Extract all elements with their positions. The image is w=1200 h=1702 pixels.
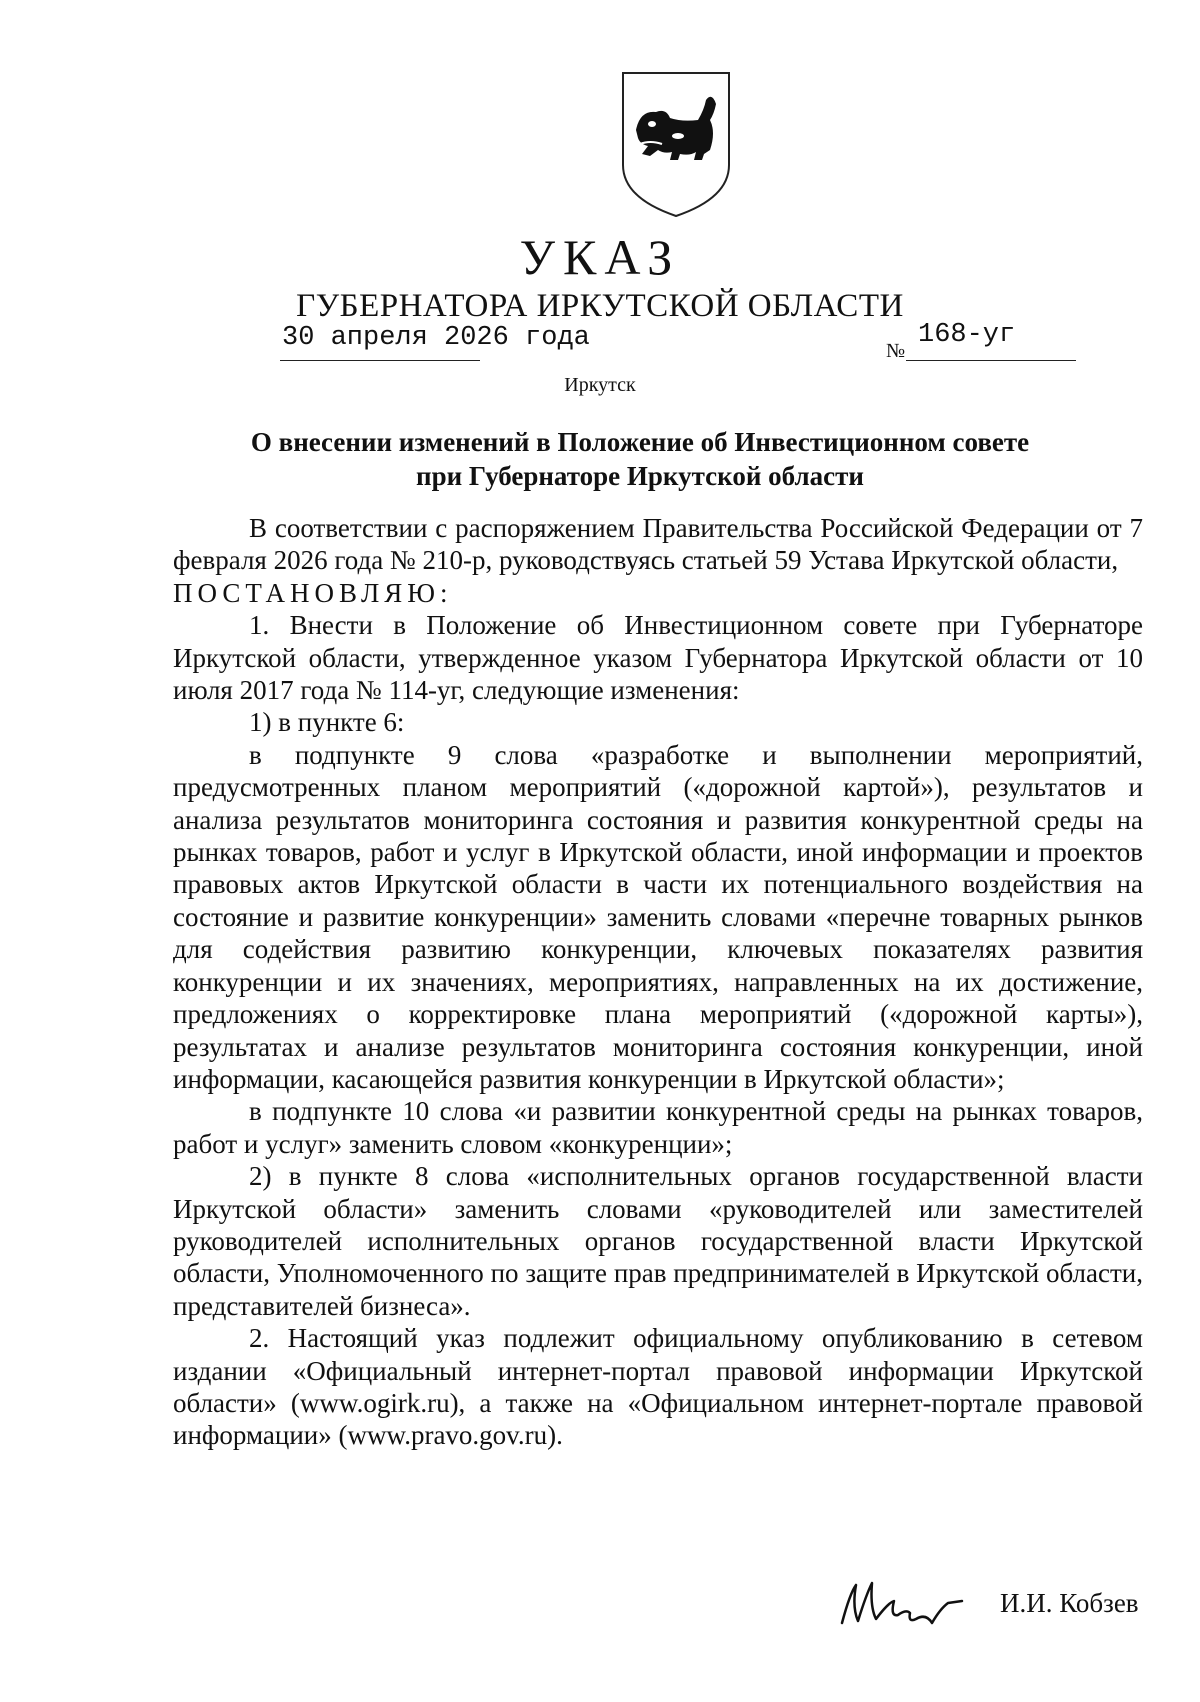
document-subtitle: ГУБЕРНАТОРА ИРКУТСКОЙ ОБЛАСТИ [296,288,904,324]
paragraph: в подпункте 9 слова «разработке и выполнении мероприятий, предусмотренных планом мероприятий («дорожной картой»), результатов и анализа результатов мониторинга состояния и развития конкурентной среды на рынках товаров, работ и услуг в Иркутской области, иной информации и проектов правовых актов Иркутской области в части их потенциального воздействия на состояние и развитие конкуренции» заменить словами «перечне товарных рынков для содействия развитию конкуренции, ключевых показателях развития конкуренции и их значениях, мероприятиях, направленных на их достижение, предложениях о корректировке плана мероприятий («дорожной карты»), результатах и анализе результатов мониторинга состояния конкуренции, иной информации, касающейся развития конкуренции в Иркутской области»; [173,739,1143,1094]
document-heading [160,425,1120,493]
handwritten-signature-icon [836,1573,966,1633]
paragraph: В соответствии с распоряжением Правительства Российской Федерации от 7 февраля 2026 года № 210-р, руководствуясь статьей 59 Устава Иркутской области, [173,513,1143,576]
heading-line-1: О внесении изменений в Положение об Инвестиционном совете [250,427,1030,457]
irkutsk-coat-of-arms-icon [620,70,732,220]
paragraph-decree: ПОСТАНОВЛЯЮ: [173,577,453,608]
document-date: 30 апреля 2026 года [282,323,590,353]
document-place: Иркутск [564,374,636,396]
number-sign: № [886,340,906,362]
date-underline [280,360,480,361]
document-title: УКАЗ [519,229,681,285]
paragraph: 2) в пункте 8 слова «исполнительных органов государственной власти Иркутской области» заменить словами «руководителей или заместителей руководителей исполнительных органов государственной власти Иркутской области, Уполномоченного по защите прав предпринимателей в Иркутской области, представителей бизнеса». [173,1161,1143,1321]
paragraph: в подпункте 10 слова «и развитии конкурентной среды на рынках товаров, работ и услуг» заменить словом «конкуренции»; [173,1096,1143,1159]
document-body [173,512,1143,1452]
number-underline [906,360,1076,361]
paragraph: 1) в пункте 6: [249,707,405,738]
heading-line-2: при Губернаторе Иркутской области [416,461,864,491]
paragraph: 1. Внести в Положение об Инвестиционном совете при Губернаторе Иркутской области, утвержденное указом Губернатора Иркутской области от 10 июля 2017 года № 114-уг, следующие изменения: [173,610,1143,706]
signer-name: И.И. Кобзев [1000,1588,1139,1618]
paragraph: 2. Настоящий указ подлежит официальному опубликованию в сетевом издании «Официальный интернет-портал правовой информации Иркутской области» (www.ogirk.ru), а также на «Официальном интернет-портале правовой информации» (www.pravo.gov.ru). [173,1323,1143,1451]
document-number: 168-уг [918,320,1016,350]
